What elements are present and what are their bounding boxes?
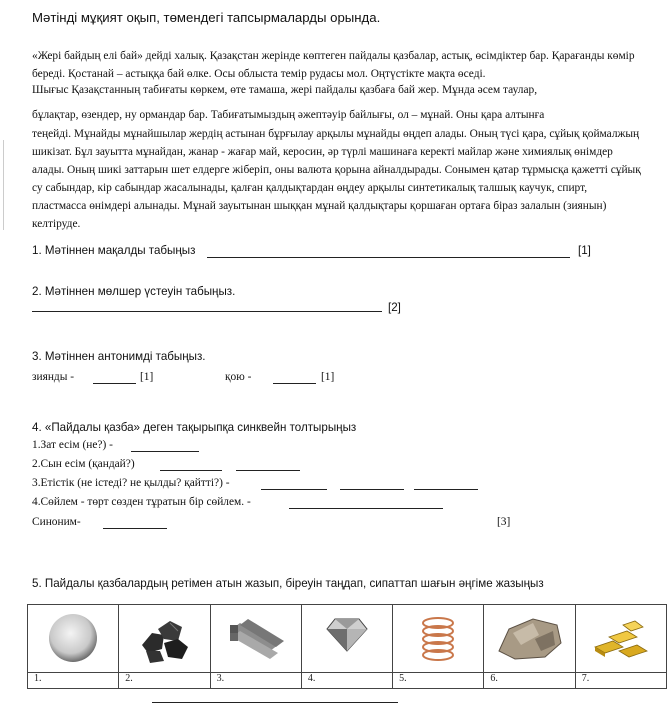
mineral-cell-5[interactable]: [393, 605, 484, 673]
page-title: Мәтінді мұқият оқып, төмендегі тапсырмаларды орында.: [32, 10, 381, 25]
task-3-item-1-answer-line[interactable]: [93, 373, 136, 384]
task-3-item-1: зиянды -: [32, 371, 75, 383]
task-4-line-3-answer-a[interactable]: [261, 479, 327, 490]
mineral-cell-6[interactable]: [484, 605, 575, 673]
minerals-table: [27, 604, 667, 689]
task-4-synonym-answer[interactable]: [103, 518, 167, 529]
text-paragraph-2: Шығыс Қазақстанның табиғаты көркем, өте тамаша, жері пайдалы қазбаға бай жер. Мұнда әсем таулар,: [32, 84, 538, 96]
diamond-icon: [325, 611, 369, 655]
task-4-line-2-answer-b[interactable]: [236, 460, 300, 471]
copper-coil-icon: [413, 611, 463, 667]
task-5-label: 5. Пайдалы қазбалардың ретімен атын жазып, біреуін таңдап, сипаттап шағын әңгіме жазыңыз: [32, 577, 544, 590]
task-2-answer-line[interactable]: [32, 301, 382, 312]
task-3-item-2: қою -: [225, 371, 252, 383]
mineral-number-2: 2.: [119, 673, 210, 689]
task-4-line-1: 1.Зат есім (не?) -: [32, 439, 113, 451]
task-4-points: [3]: [497, 516, 511, 528]
mineral-number-7: 7.: [575, 673, 666, 689]
task-4-line-3-answer-b[interactable]: [340, 479, 404, 490]
mineral-number-1: 1.: [28, 673, 119, 689]
page-edge-mark: [0, 140, 4, 230]
task-5-story-line[interactable]: [152, 692, 398, 703]
mineral-cell-3[interactable]: [210, 605, 301, 673]
mineral-number-4: 4.: [301, 673, 392, 689]
mineral-number-6: 6.: [484, 673, 575, 689]
task-2-label: 2. Мәтіннен мөлшер үстеуін табыңыз.: [32, 285, 236, 298]
task-4-line-3-answer-c[interactable]: [414, 479, 478, 490]
task-3-item-1-points: [1]: [140, 371, 154, 383]
task-3-label: 3. Мәтіннен антонимді табыңыз.: [32, 350, 206, 363]
task-3-item-2-answer-line[interactable]: [273, 373, 316, 384]
task-4-line-2-answer-a[interactable]: [160, 460, 222, 471]
task-2-points: [2]: [388, 301, 401, 314]
salt-icon: [46, 611, 100, 665]
text-paragraph-1: «Жері байдың елі бай» дейді халық. Қазақстан жерінде көптеген пайдалы қазбалар, астық, өсімдіктер бар. Қарағанды көмір береді. Қостанай – астыққа бай өлке. Осы облыста темір рудасы мол. Оңтүстікте мақта өседі.: [32, 50, 635, 80]
mineral-cell-2[interactable]: [119, 605, 210, 673]
mineral-number-3: 3.: [210, 673, 301, 689]
task-1-answer-line[interactable]: [207, 247, 570, 258]
task-4-line-4: 4.Сөйлем - төрт сөзден тұратын бір сөйлем. -: [32, 496, 251, 508]
text-paragraph-3: теңейді. Мұнайды мұнайшылар жердің астынан бұрғылау арқылы мұнайды өңдеп алады. Оның түсі қара, сұйық қоймалжың шикізат. Бұл зауытта мұнайдан, жанар - жағар май, керосин, әр түрлі машинаға керекті майлар және химиялық өнімдер алады. Оның шикі заттарын шет елдерге жіберіп, оны валюта қорына айналдырады. Сонымен қатар тұрмысқа қажетті сұйық су сабындар, кір сабындар жасалынады, қалған қалдықтардан өңдеу арқылы синтетикалық талшық каучук, спирт, пластмасса өнімдері алынады. Мұнай зауытынан шыққан мұнай қалдықтары қоршаған ортаға біраз залалын (зиянын) келтіруде.: [32, 128, 641, 230]
metal-pipes-icon: [226, 611, 286, 665]
mineral-number-5: 5.: [393, 673, 484, 689]
coal-icon: [134, 611, 194, 665]
task-4-line-4-answer[interactable]: [289, 498, 443, 509]
mineral-cell-4[interactable]: [301, 605, 392, 673]
task-3-item-2-points: [1]: [321, 371, 335, 383]
task-4-line-3: 3.Етістік (не істеді? не қылды? қайтті?) -: [32, 477, 230, 489]
mineral-cell-1[interactable]: [28, 605, 119, 673]
task-1-points: [1]: [578, 244, 591, 257]
task-4-line-1-answer[interactable]: [131, 441, 199, 452]
task-4-label: 4. «Пайдалы қазба» деген тақырыпқа синквейн толтырыңыз: [32, 421, 357, 434]
task-1-label: 1. Мәтіннен мақалды табыңыз: [32, 244, 196, 257]
task-4-line-2: 2.Сын есім (қандай?): [32, 458, 135, 470]
task-4-synonym: Синоним-: [32, 516, 81, 528]
mineral-cell-7[interactable]: [575, 605, 666, 673]
stone-ore-icon: [495, 611, 565, 665]
text-paragraph-3-line-1: бұлақтар, өзендер, ну ормандар бар. Табиғатымыздың әжептәуір байлығы, ол – мұнай. Оны қара алтынға: [32, 109, 545, 121]
gold-bars-icon: [589, 611, 653, 665]
